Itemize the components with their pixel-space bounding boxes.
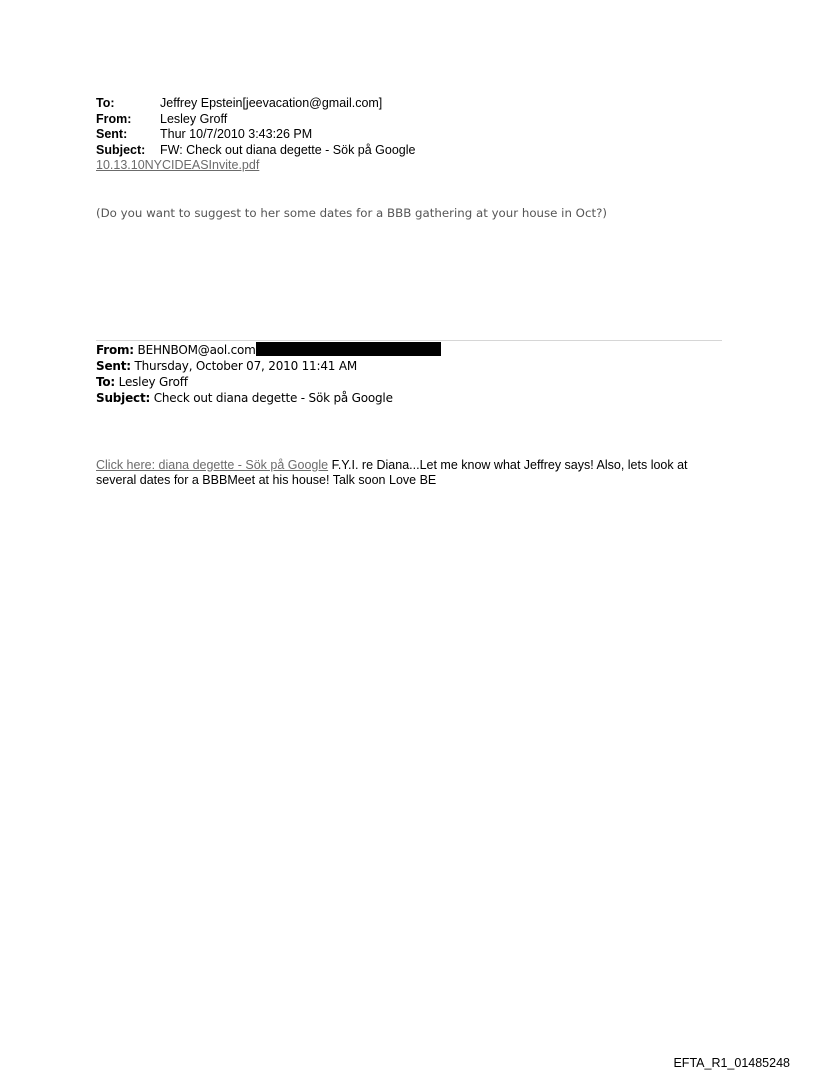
forwarded-header bbox=[96, 342, 441, 406]
forwarded-subject-label: Subject: bbox=[96, 391, 151, 405]
forwarded-to-row bbox=[96, 374, 441, 390]
subject-value: FW: Check out diana degette - Sök på Google bbox=[160, 142, 416, 157]
header-to-row bbox=[96, 96, 415, 112]
attachment-row bbox=[96, 158, 415, 174]
forwarded-to-label: To: bbox=[96, 375, 116, 389]
header-sent-row bbox=[96, 127, 415, 143]
forwarded-subject-value: Check out diana degette - Sök på Google bbox=[153, 391, 393, 405]
from-value: Lesley Groff bbox=[160, 111, 228, 126]
sent-label: Sent: bbox=[96, 127, 128, 141]
header-subject-row bbox=[96, 143, 415, 159]
subject-label: Subject: bbox=[96, 142, 146, 157]
redaction-bar bbox=[256, 342, 441, 356]
document-id: EFTA_R1_01485248 bbox=[673, 1056, 790, 1070]
to-label: To: bbox=[96, 96, 115, 110]
forwarded-from-row bbox=[96, 342, 441, 358]
forwarded-subject-row bbox=[96, 390, 441, 406]
to-value: Jeffrey Epstein[jeevacation@gmail.com] bbox=[160, 96, 383, 110]
message-body bbox=[96, 458, 716, 488]
body-message: F.Y.I. re Diana...Let me know what Jeffrey says! Also, lets look at several dates for a BBBMeet at his house! Talk soon Love BE bbox=[96, 458, 688, 487]
sent-value: Thur 10/7/2010 3:43:26 PM bbox=[160, 127, 313, 141]
forwarded-sent-value: Thursday, October 07, 2010 11:41 AM bbox=[134, 359, 357, 373]
divider bbox=[96, 340, 722, 341]
forwarded-from-value: BEHNBOM@aol.com bbox=[137, 343, 256, 357]
forwarded-sent-row bbox=[96, 358, 441, 374]
forwarded-to-value: Lesley Groff bbox=[118, 375, 188, 389]
body-link[interactable]: Click here: diana degette - Sök på Google bbox=[96, 458, 329, 472]
note-text: (Do you want to suggest to her some dates for a BBB gathering at your house in Oct?) bbox=[96, 206, 607, 220]
forwarded-from-label: From: bbox=[96, 343, 134, 357]
from-label: From: bbox=[96, 111, 132, 126]
attachment-link[interactable]: 10.13.10NYCIDEASInvite.pdf bbox=[96, 158, 260, 172]
header-from-row bbox=[96, 112, 415, 128]
email-header bbox=[96, 96, 415, 174]
forwarded-sent-label: Sent: bbox=[96, 359, 131, 373]
